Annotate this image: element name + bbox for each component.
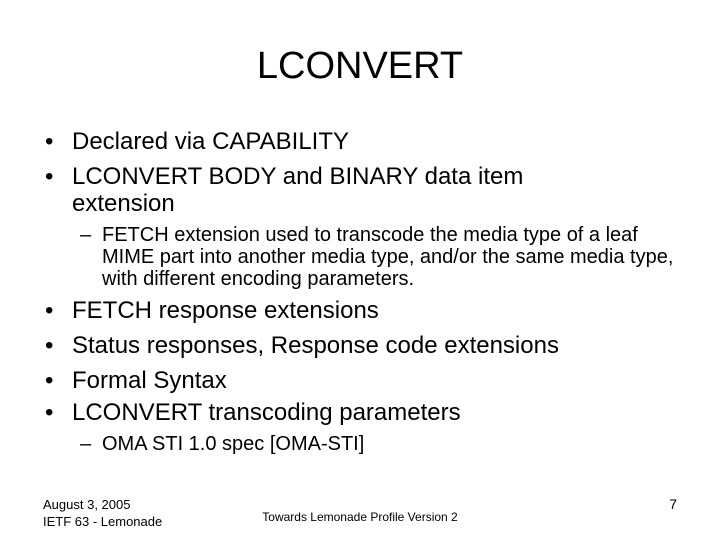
- bullet-marker: •: [45, 332, 54, 359]
- bullet-text: Status responses, Response code extensions: [72, 332, 559, 359]
- footer-event: IETF 63 - Lemonade: [43, 514, 163, 529]
- bullet-marker: •: [45, 399, 54, 426]
- slide-title: LCONVERT: [256, 45, 464, 87]
- bullet-marker: •: [45, 367, 54, 394]
- sub-bullet-marker: –: [80, 224, 92, 246]
- bullet-marker: •: [45, 128, 54, 155]
- footer-date: August 3, 2005: [43, 497, 131, 512]
- bullet-marker: •: [45, 297, 54, 324]
- sub-bullet-marker: –: [80, 433, 92, 455]
- bullet-text: Formal Syntax: [72, 367, 227, 394]
- bullet-marker: •: [45, 163, 54, 190]
- footer-center-text: Towards Lemonade Profile Version 2: [262, 510, 458, 524]
- bullet-text: FETCH response extensions: [72, 297, 379, 324]
- bullet-text: Declared via CAPABILITY: [72, 128, 349, 155]
- bullet-text: LCONVERT BODY and BINARY data item extension: [72, 163, 524, 217]
- bullet-text: LCONVERT transcoding parameters: [72, 399, 461, 426]
- page-number: 7: [669, 496, 677, 512]
- sub-bullet-text: FETCH extension used to transcode the media type of a leaf MIME part into another media type, and/or the same media type, with different encoding parameters.: [102, 224, 674, 290]
- sub-bullet-text: OMA STI 1.0 spec [OMA-STI]: [102, 433, 365, 455]
